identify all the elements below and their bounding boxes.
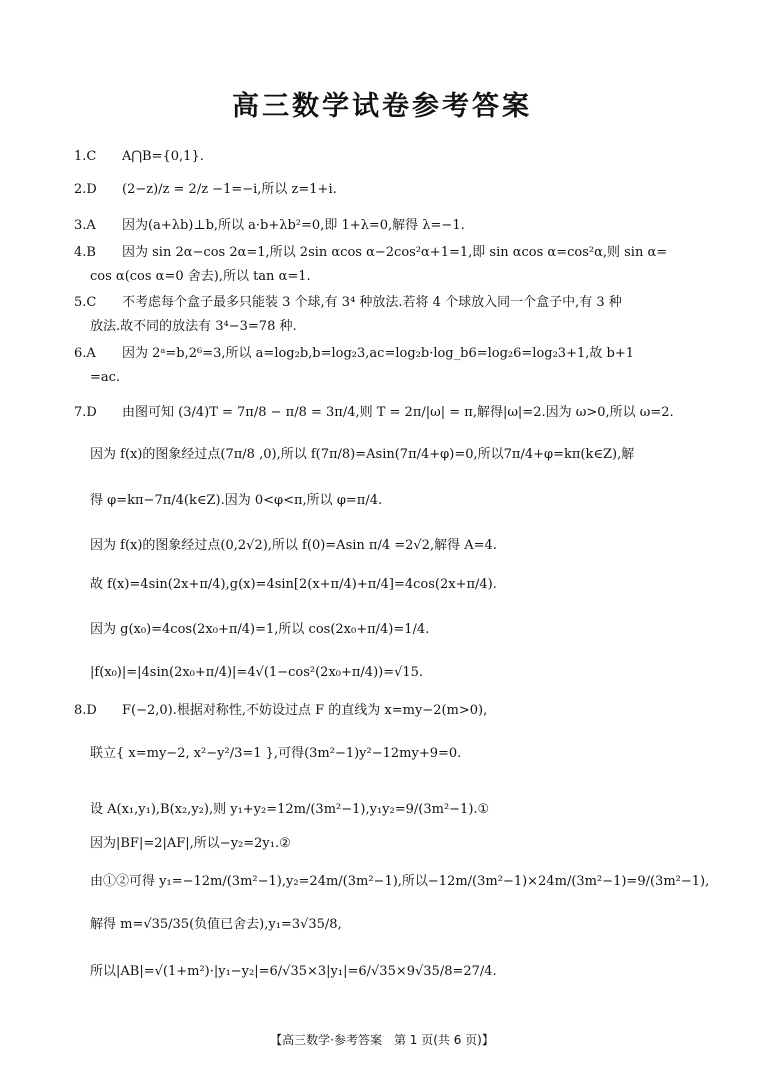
answer-item <box>74 702 487 720</box>
answer-text-cont: cos α(cos α=0 舍去),所以 tan α=1. <box>90 269 311 284</box>
answer-number: 3.A <box>74 218 96 233</box>
answer-text: 因为 sin 2α−cos 2α=1,所以 2sin αcos α−2cos²α+1=1,即 sin αcos α=cos²α,则 sin α= <box>122 245 668 260</box>
answer-text: 因为(a+λb)⊥b,所以 a·b+λb²=0,即 1+λ=0,解得 λ=−1. <box>122 218 465 233</box>
answer-text-cont: 因为 f(x)的图象经过点(0,2√2),所以 f(0)=Asin π/4 =2√2,解得 A=4. <box>90 538 497 553</box>
answer-item <box>74 244 667 262</box>
page-footer: 【高三数学·参考答案 第 1 页(共 6 页)】 <box>270 1033 494 1047</box>
answer-number: 4.B <box>74 245 96 260</box>
answer-text-cont: =ac. <box>90 370 121 385</box>
answer-text-cont: 所以|AB|=√(1+m²)·|y₁−y₂|=6/√35×3|y₁|=6/√35×9√35/8=27/4. <box>90 964 497 979</box>
answer-number: 6.A <box>74 346 96 361</box>
answer-text-cont: 由①②可得 y₁=−12m/(3m²−1),y₂=24m/(3m²−1),所以−12m/(3m²−1)×24m/(3m²−1)=9/(3m²−1), <box>90 874 710 889</box>
answer-text-cont: 放法.故不同的放法有 3⁴−3=78 种. <box>90 319 297 334</box>
answer-text-cont: 得 φ=kπ−7π/4(k∈Z).因为 0<φ<π,所以 φ=π/4. <box>90 493 383 508</box>
answer-number: 2.D <box>74 182 97 197</box>
answer-item <box>74 217 465 235</box>
answer-text: 由图可知 (3/4)T = 7π/8 − π/8 = 3π/4,则 T = 2π/|ω| = π,解得|ω|=2.因为 ω>0,所以 ω=2. <box>122 405 674 420</box>
answer-text-cont: 因为 g(x₀)=4cos(2x₀+π/4)=1,所以 cos(2x₀+π/4)=1/4. <box>90 622 430 637</box>
answer-item <box>74 294 622 312</box>
answer-text-cont: 故 f(x)=4sin(2x+π/4),g(x)=4sin[2(x+π/4)+π/4]=4cos(2x+π/4). <box>90 577 497 592</box>
answer-text: 不考虑每个盒子最多只能装 3 个球,有 3⁴ 种放法.若将 4 个球放入同一个盒子中,有 3 种 <box>122 295 622 310</box>
answer-text: 因为 2ᵃ=b,2⁶=3,所以 a=log₂b,b=log₂3,ac=log₂b·log_b6=log₂6=log₂3+1,故 b+1 <box>122 346 634 361</box>
answer-item <box>74 404 674 422</box>
answer-number: 1.C <box>74 149 97 164</box>
answer-text-cont: 因为|BF|=2|AF|,所以−y₂=2y₁.② <box>90 836 291 851</box>
answer-item <box>74 345 634 363</box>
answer-item <box>74 148 204 166</box>
answer-text-cont: |f(x₀)|=|4sin(2x₀+π/4)|=4√(1−cos²(2x₀+π/4))=√15. <box>90 665 424 680</box>
answer-number: 5.C <box>74 295 97 310</box>
answer-text-cont: 因为 f(x)的图象经过点(7π/8 ,0),所以 f(7π/8)=Asin(7π/4+φ)=0,所以7π/4+φ=kπ(k∈Z),解 <box>90 447 635 462</box>
page-title: 高三数学试卷参考答案 <box>232 91 532 122</box>
answer-text-cont: 联立{ x=my−2, x²−y²/3=1 },可得(3m²−1)y²−12my+9=0. <box>90 746 462 761</box>
answer-number: 7.D <box>74 405 97 420</box>
answer-text: (2−z)/z = 2/z −1=−i,所以 z=1+i. <box>122 182 337 197</box>
answer-text-cont: 解得 m=√35/35(负值已舍去),y₁=3√35/8, <box>90 917 342 932</box>
answer-text: A⋂B={0,1}. <box>122 149 204 164</box>
answer-number: 8.D <box>74 703 97 718</box>
answer-text: F(−2,0).根据对称性,不妨设过点 F 的直线为 x=my−2(m>0), <box>122 703 488 718</box>
answer-text-cont: 设 A(x₁,y₁),B(x₂,y₂),则 y₁+y₂=12m/(3m²−1),y₁y₂=9/(3m²−1).① <box>90 802 490 817</box>
answer-item <box>74 181 337 199</box>
